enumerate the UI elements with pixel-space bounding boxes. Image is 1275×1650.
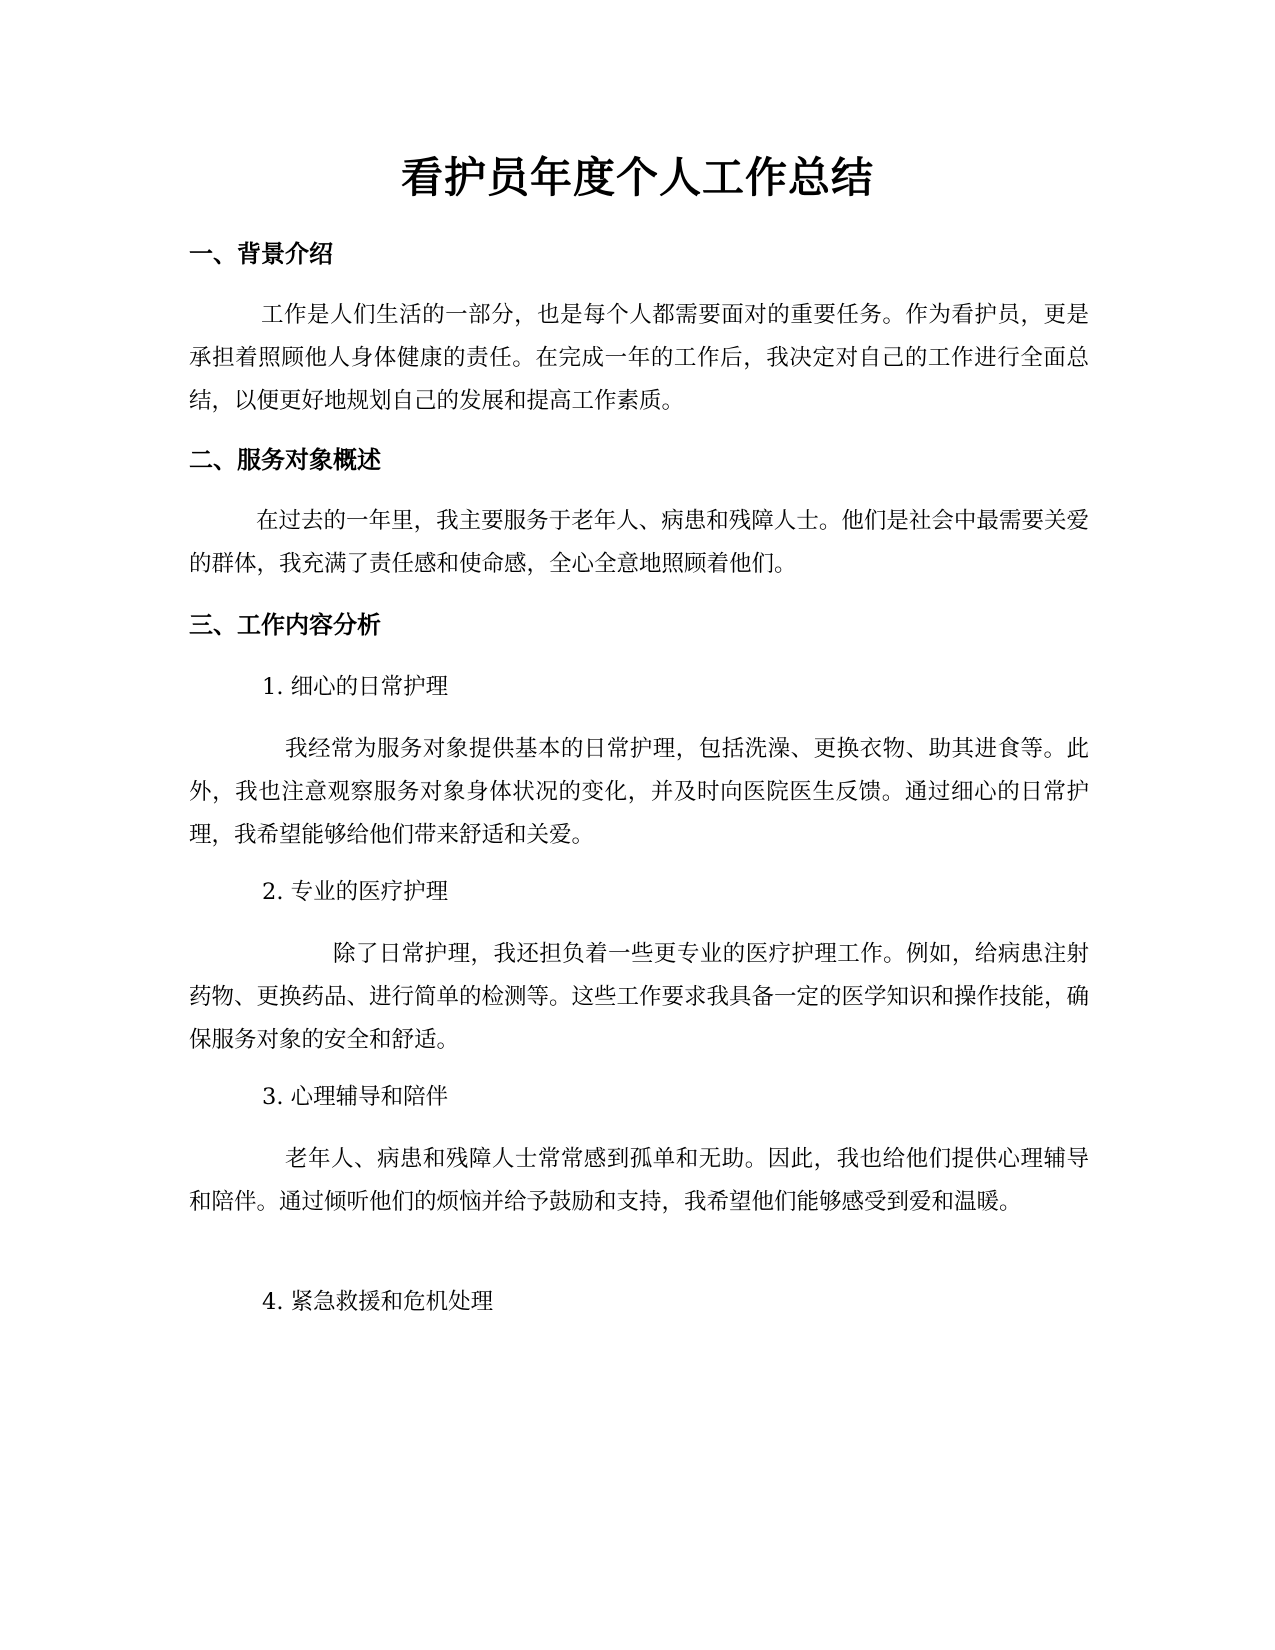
subsection-label-emergency-response: 4. 紧急救援和危机处理	[262, 1289, 494, 1315]
section-heading-background: 一、背景介绍	[189, 240, 333, 268]
subsection-label-psychological-support: 3. 心理辅导和陪伴	[262, 1084, 449, 1110]
subsection-paragraph-psychological-support: 老年人、病患和残障人士常常感到孤单和无助。因此，我也给他们提供心理辅导和陪伴。通过倾听他们的烦恼并给予鼓励和支持，我希望他们能够感受到爱和温暖。	[189, 1146, 1089, 1215]
section-paragraph-service-targets: 在过去的一年里，我主要服务于老年人、病患和残障人士。他们是社会中最需要关爱的群体，我充满了责任感和使命感，全心全意地照顾着他们。	[189, 508, 1089, 577]
section-heading-work-content: 三、工作内容分析	[189, 611, 381, 639]
subsection-paragraph-daily-care: 我经常为服务对象提供基本的日常护理，包括洗澡、更换衣物、助其进食等。此外，我也注意观察服务对象身体状况的变化，并及时向医院医生反馈。通过细心的日常护理，我希望能够给他们带来舒适和关爱。	[189, 736, 1089, 848]
subsection-paragraph-medical-care: 除了日常护理，我还担负着一些更专业的医疗护理工作。例如，给病患注射药物、更换药品、进行简单的检测等。这些工作要求我具备一定的医学知识和操作技能，确保服务对象的安全和舒适。	[189, 941, 1090, 1053]
section-paragraph-background: 工作是人们生活的一部分，也是每个人都需要面对的重要任务。作为看护员，更是承担着照顾他人身体健康的责任。在完成一年的工作后，我决定对自己的工作进行全面总结，以便更好地规划自己的发展和提高工作素质。	[189, 302, 1089, 414]
subsection-label-daily-care: 1. 细心的日常护理	[262, 674, 449, 700]
subsection-label-medical-care: 2. 专业的医疗护理	[262, 879, 449, 905]
section-heading-service-targets: 二、服务对象概述	[189, 446, 381, 474]
document-title: 看护员年度个人工作总结	[400, 153, 874, 202]
